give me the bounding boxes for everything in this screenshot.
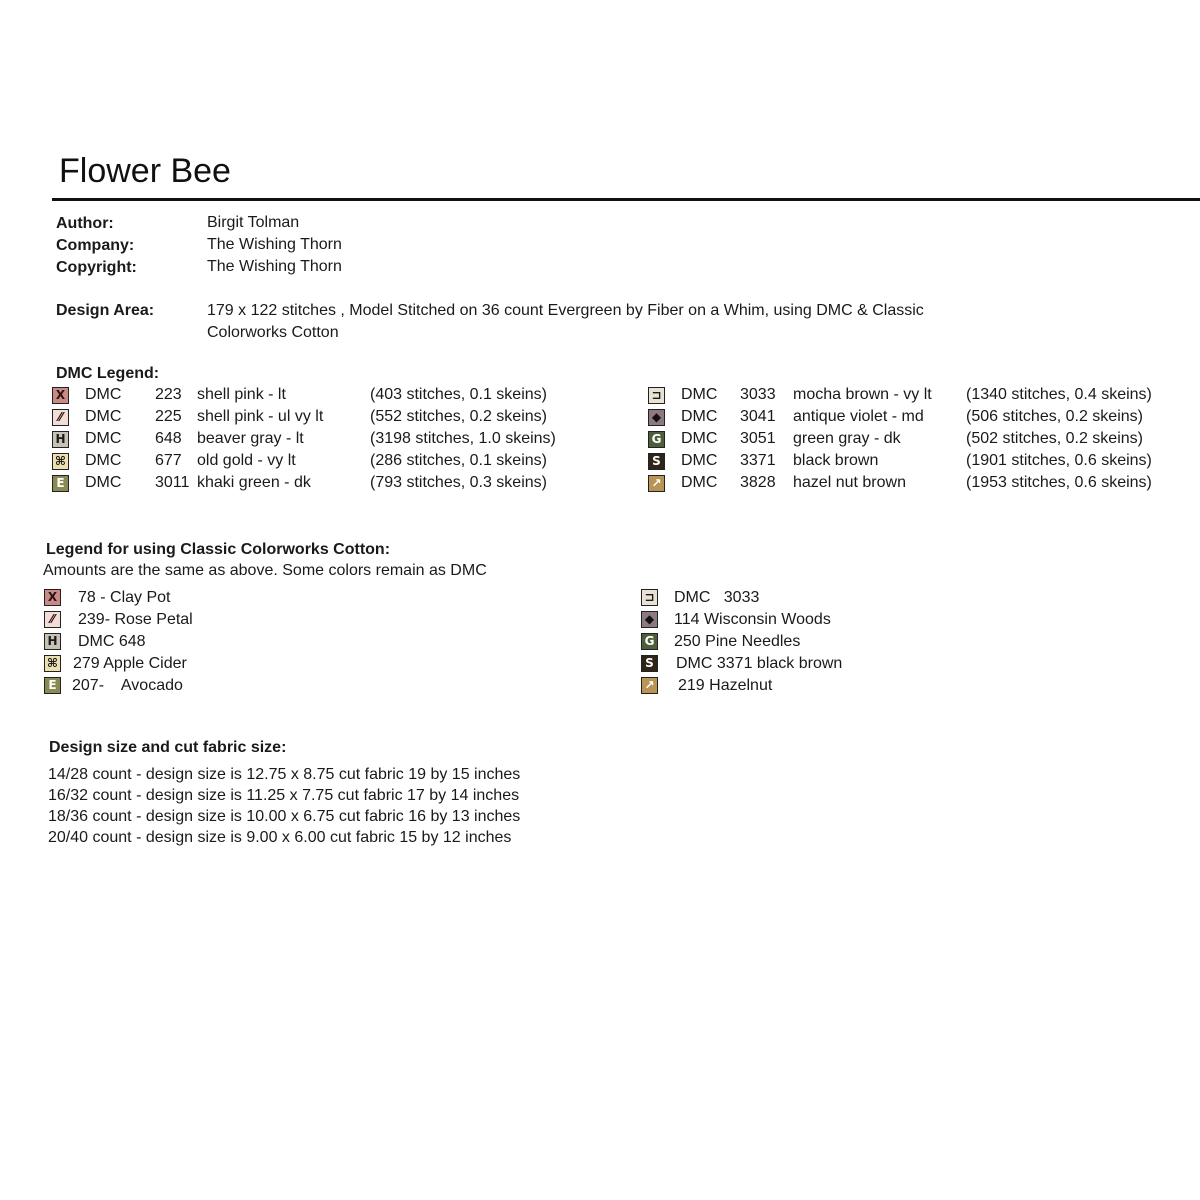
classic-legend-row [44,655,344,675]
dmc-color-name: hazel nut brown [793,474,906,491]
classic-thread-label: 114 Wisconsin Woods [674,611,831,628]
classic-legend-row [641,677,941,697]
dmc-amount: (1340 stitches, 0.4 skeins) [966,386,1152,403]
dmc-amount: (1901 stitches, 0.6 skeins) [966,452,1152,469]
design-area-label: Design Area: [56,302,155,319]
design-area-line2: Colorworks Cotton [207,324,339,341]
dmc-legend-row [52,408,612,428]
dmc-brand: DMC [681,452,718,469]
dmc-amount: (286 stitches, 0.1 skeins) [370,452,547,469]
dmc-amount: (3198 stitches, 1.0 skeins) [370,430,556,447]
classic-thread-label: 219 Hazelnut [678,677,773,694]
dmc-brand: DMC [85,408,122,425]
dmc-legend-row [648,452,1200,472]
dmc-color-name: khaki green - dk [197,474,311,491]
classic-thread-label: DMC 3371 black brown [676,655,843,672]
dmc-brand: DMC [681,474,718,491]
dmc-code: 3828 [740,474,776,491]
stitch-symbol-icon: ⊐ [648,387,665,404]
dmc-legend-row [648,474,1200,494]
classic-legend-heading: Legend for using Classic Colorworks Cotton: [46,541,391,558]
company-label: Company: [56,237,135,254]
classic-legend-row [44,611,344,631]
size-line: 20/40 count - design size is 9.00 x 6.00 cut fabric 15 by 12 inches [48,829,512,846]
page-title: Flower Bee [59,152,231,190]
dmc-color-name: green gray - dk [793,430,901,447]
stitch-symbol-icon: S [648,453,665,470]
stitch-symbol-icon: ⌘ [52,453,69,470]
dmc-amount: (1953 stitches, 0.6 skeins) [966,474,1152,491]
classic-legend-row [44,589,344,609]
stitch-symbol-icon: E [44,677,61,694]
classic-legend-row [641,611,941,631]
dmc-legend-row [52,474,612,494]
stitch-symbol-icon: G [641,633,658,650]
classic-legend-note: Amounts are the same as above. Some colors remain as DMC [43,562,487,579]
dmc-color-name: black brown [793,452,879,469]
stitch-symbol-icon: G [648,431,665,448]
classic-thread-label: 279 Apple Cider [73,655,187,672]
stitch-symbol-icon: H [44,633,61,650]
stitch-symbol-icon: ↗ [641,677,658,694]
dmc-amount: (552 stitches, 0.2 skeins) [370,408,547,425]
dmc-legend-row [648,430,1200,450]
classic-thread-label: DMC 648 [78,633,146,650]
classic-thread-label: 239- Rose Petal [78,611,193,628]
size-line: 16/32 count - design size is 11.25 x 7.75 cut fabric 17 by 14 inches [48,787,520,804]
dmc-amount: (793 stitches, 0.3 skeins) [370,474,547,491]
stitch-symbol-icon: ⁄⁄ [52,409,69,426]
dmc-brand: DMC [681,408,718,425]
dmc-code: 3371 [740,452,776,469]
copyright-value: The Wishing Thorn [207,258,342,275]
classic-legend-row [641,589,941,609]
dmc-brand: DMC [85,386,122,403]
dmc-brand: DMC [681,386,718,403]
stitch-symbol-icon: E [52,475,69,492]
dmc-legend-heading: DMC Legend: [56,365,160,382]
dmc-code: 677 [155,452,182,469]
company-value: The Wishing Thorn [207,236,342,253]
design-area-line1: 179 x 122 stitches , Model Stitched on 36 count Evergreen by Fiber on a Whim, using DMC & Classic [207,302,924,319]
dmc-code: 223 [155,386,182,403]
classic-thread-label: 250 Pine Needles [674,633,801,650]
dmc-legend-row [52,386,612,406]
dmc-legend-row [52,452,612,472]
dmc-color-name: beaver gray - lt [197,430,304,447]
classic-thread-label: 78 - Clay Pot [78,589,171,606]
dmc-color-name: mocha brown - vy lt [793,386,932,403]
dmc-brand: DMC [85,430,122,447]
author-label: Author: [56,215,114,232]
dmc-legend-row [648,386,1200,406]
stitch-symbol-icon: ⌘ [44,655,61,672]
dmc-brand: DMC [85,474,122,491]
sizes-heading: Design size and cut fabric size: [49,739,287,756]
stitch-symbol-icon: ⁄⁄ [44,611,61,628]
dmc-code: 648 [155,430,182,447]
stitch-symbol-icon: H [52,431,69,448]
dmc-code: 3033 [740,386,776,403]
dmc-amount: (403 stitches, 0.1 skeins) [370,386,547,403]
stitch-symbol-icon: X [44,589,61,606]
dmc-color-name: antique violet - md [793,408,924,425]
dmc-color-name: old gold - vy lt [197,452,296,469]
author-value: Birgit Tolman [207,214,300,231]
stitch-symbol-icon: ↗ [648,475,665,492]
dmc-code: 3011 [155,474,190,491]
dmc-brand: DMC [681,430,718,447]
copyright-label: Copyright: [56,259,137,276]
stitch-symbol-icon: S [641,655,658,672]
size-line: 14/28 count - design size is 12.75 x 8.75 cut fabric 19 by 15 inches [48,766,521,783]
dmc-code: 3041 [740,408,776,425]
dmc-amount: (502 stitches, 0.2 skeins) [966,430,1143,447]
dmc-brand: DMC [85,452,122,469]
dmc-legend-row [52,430,612,450]
classic-legend-row [641,655,941,675]
dmc-color-name: shell pink - lt [197,386,286,403]
stitch-symbol-icon: ◆ [648,409,665,426]
dmc-color-name: shell pink - ul vy lt [197,408,324,425]
dmc-legend-row [648,408,1200,428]
dmc-code: 3051 [740,430,776,447]
classic-thread-label: DMC 3033 [674,589,760,606]
stitch-symbol-icon: ⊐ [641,589,658,606]
stitch-symbol-icon: ◆ [641,611,658,628]
classic-legend-row [44,677,344,697]
dmc-code: 225 [155,408,182,425]
stitch-symbol-icon: X [52,387,69,404]
title-divider [52,198,1200,201]
classic-legend-row [44,633,344,653]
classic-thread-label: 207- Avocado [72,677,183,694]
classic-legend-row [641,633,941,653]
dmc-amount: (506 stitches, 0.2 skeins) [966,408,1143,425]
size-line: 18/36 count - design size is 10.00 x 6.75 cut fabric 16 by 13 inches [48,808,521,825]
